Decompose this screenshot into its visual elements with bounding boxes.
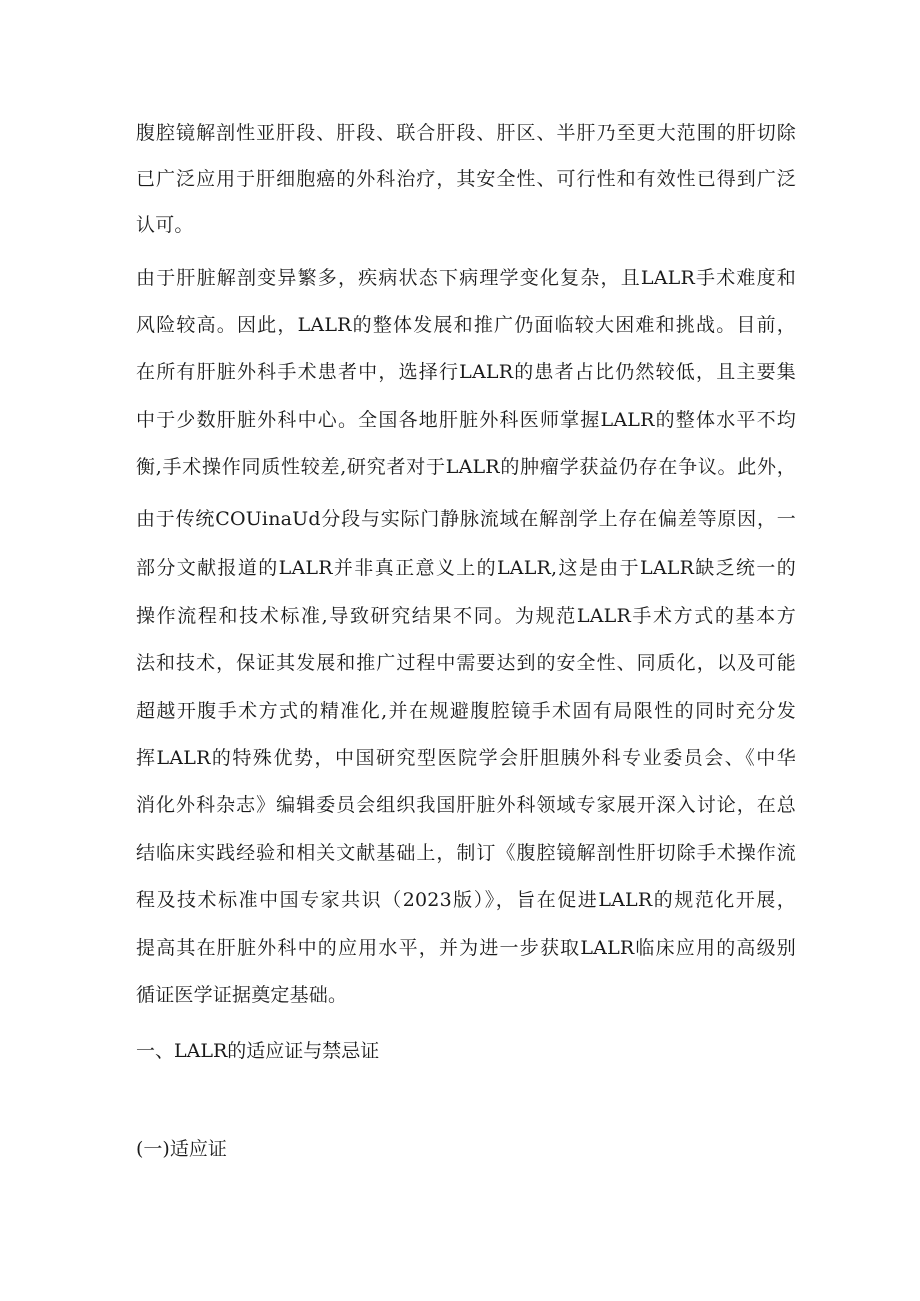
paragraph-2-line-10: 超越开腹手术方式的精准化,并在规避腹腔镜手术固有局限性的同时充分发 bbox=[136, 700, 796, 722]
paragraph-1-line-1: 腹腔镜解剖性亚肝段、肝段、联合肝段、肝区、半肝乃至更大范围的肝切除 bbox=[136, 122, 796, 144]
paragraph-2-line-8: 操作流程和技术标准,导致研究结果不同。为规范LALR手术方式的基本方 bbox=[136, 605, 796, 627]
paragraph-1-line-2: 已广泛应用于肝细胞癌的外科治疗，其安全性、可行性和有效性已得到广泛 bbox=[136, 168, 796, 190]
paragraph-2-line-7: 部分文献报道的LALR并非真正意义上的LALR,这是由于LALR缺乏统一的 bbox=[136, 557, 796, 579]
subsection-heading: (一)适应证 bbox=[136, 1138, 227, 1160]
paragraph-2-line-3: 在所有肝脏外科手术患者中，选择行LALR的患者占比仍然较低，且主要集 bbox=[136, 361, 796, 383]
paragraph-1-line-3: 认可。 bbox=[136, 214, 194, 236]
paragraph-2-line-16: 循证医学证据奠定基础。 bbox=[136, 984, 348, 1006]
paragraph-2-line-13: 结临床实践经验和相关文献基础上，制订《腹腔镜解剖性肝切除手术操作流 bbox=[136, 842, 796, 864]
paragraph-2-line-5: 衡,手术操作同质性较差,研究者对于LALR的肿瘤学获益仍存在争议。此外， bbox=[136, 456, 796, 478]
section-heading: 一、LALR的适应证与禁忌证 bbox=[136, 1040, 380, 1062]
paragraph-2-line-12: 消化外科杂志》编辑委员会组织我国肝脏外科领域专家展开深入讨论，在总 bbox=[136, 794, 796, 816]
paragraph-2-line-9: 法和技术，保证其发展和推广过程中需要达到的安全性、同质化，以及可能 bbox=[136, 652, 796, 674]
paragraph-2-line-1: 由于肝脏解剖变异繁多，疾病状态下病理学变化复杂，且LALR手术难度和 bbox=[136, 267, 796, 289]
paragraph-2-line-11: 挥LALR的特殊优势，中国研究型医院学会肝胆胰外科专业委员会、《中华 bbox=[136, 747, 796, 769]
paragraph-2-line-6: 由于传统COUinaUd分段与实际门静脉流域在解剖学上存在偏差等原因，一 bbox=[136, 508, 796, 530]
paragraph-2-line-15: 提高其在肝脏外科中的应用水平，并为进一步获取LALR临床应用的高级别 bbox=[136, 937, 796, 959]
paragraph-2-line-4: 中于少数肝脏外科中心。全国各地肝脏外科医师掌握LALR的整体水平不均 bbox=[136, 409, 796, 431]
paragraph-2-line-14: 程及技术标准中国专家共识（2023版）》，旨在促进LALR的规范化开展， bbox=[136, 889, 796, 911]
paragraph-2-line-2: 风险较高。因此，LALR的整体发展和推广仍面临较大困难和挑战。目前， bbox=[136, 314, 796, 336]
